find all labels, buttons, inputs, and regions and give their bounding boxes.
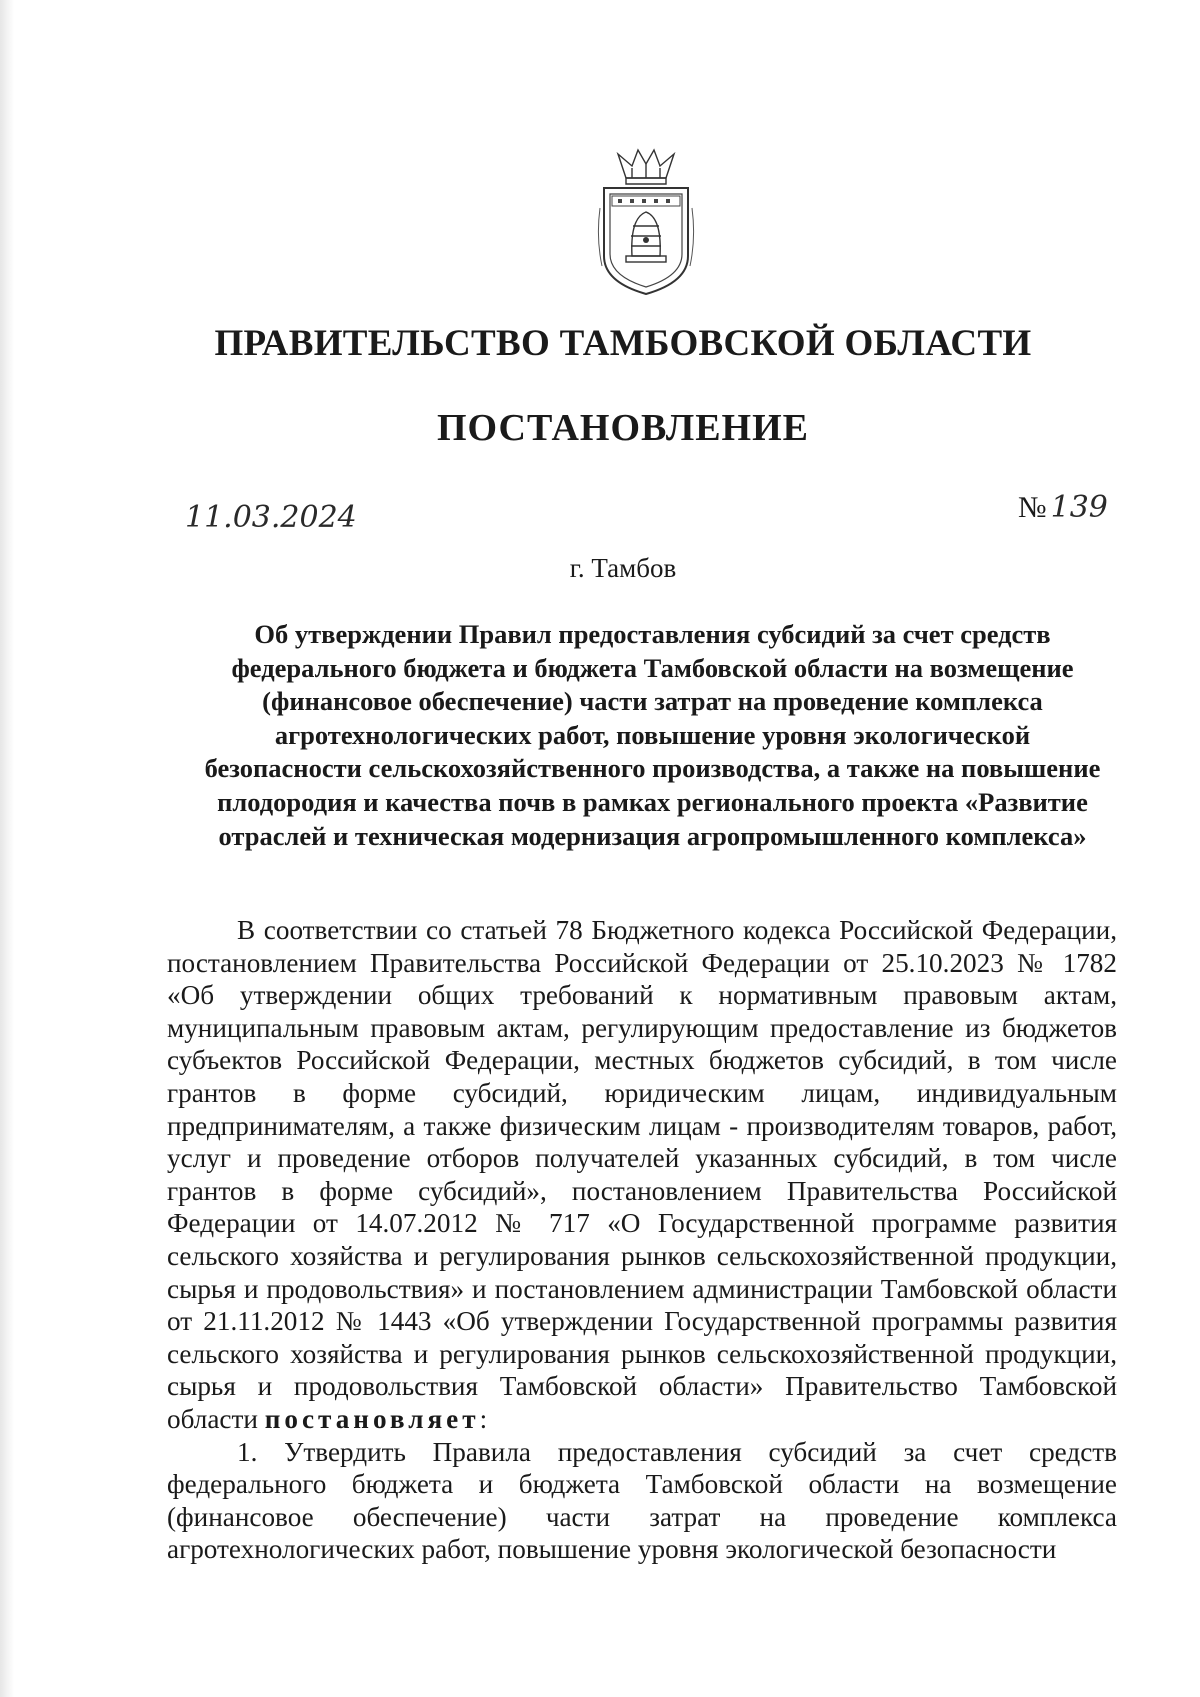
document-title: Об утверждении Правил предоставления субсидий за счет средств федерального бюджета и бюджета Тамбовской области на возмещение (финансовое обеспечение) части затрат на проведение комплекса агротехнологических работ, повышение уровня экологической безопасности сельскохозяйственного производства, а также на повышение плодородия и качества почв в рамках регионального проекта «Развитие отраслей и техническая модернизация агропромышленного комплекса» bbox=[204, 619, 1101, 851]
preamble-paragraph bbox=[167, 914, 1117, 1436]
city: г. Тамбов bbox=[569, 553, 677, 583]
organization-name: ПРАВИТЕЛЬСТВО ТАМБОВСКОЙ ОБЛАСТИ bbox=[214, 323, 1032, 364]
item-1-paragraph: 1. Утвердить Правила предоставления субсидий за счет средств федерального бюджета и бюджета Тамбовской области на возмещение (финансовое обеспечение) части затрат на проведение комплекса агротехнологических работ, повышение уровня экологической безопасности bbox=[167, 1436, 1117, 1565]
decree-colon: : bbox=[479, 1403, 488, 1434]
document-body bbox=[167, 914, 1117, 1566]
preamble-text: В соответствии со статьей 78 Бюджетного кодекса Российской Федерации, постановлением Правительства Российской Федерации от 25.10.2023 № 1782 «Об утверждении общих требований к нормативным правовым актам, муниципальным правовым актам, регулирующим предоставление из бюджетов субъектов Российской Федерации, местных бюджетов субсидий, в том числе грантов в форме субсидий, юридическим лицам, индивидуальным предпринимателям, а также физическим лицам - производителям товаров, работ, услуг и проведение отборов получателей указанных субсидий, в том числе грантов в форме субсидий», постановлением Правительства Российской Федерации от 14.07.2012 № 717 «О Государственной программе развития сельского хозяйства и регулирования рынков сельскохозяйственной продукции, сырья и продовольствия» и постановлением администрации Тамбовской области от 21.11.2012 № 1443 «Об утверждении Государственной программы развития сельского хозяйства и регулирования рынков сельскохозяйственной продукции, сырья и продовольствия Тамбовской области» Правительство Тамбовской области bbox=[167, 915, 1117, 1434]
decree-word: постановляет bbox=[264, 1403, 480, 1434]
number-label: № bbox=[1018, 491, 1047, 524]
coat-of-arms-icon bbox=[596, 148, 696, 296]
document-number bbox=[1018, 490, 1108, 525]
number-value: 139 bbox=[1050, 490, 1108, 525]
document-type: ПОСТАНОВЛЕНИЕ bbox=[436, 407, 810, 449]
scan-edge bbox=[0, 0, 14, 1697]
document-date: 11.03.2024 bbox=[185, 500, 357, 535]
